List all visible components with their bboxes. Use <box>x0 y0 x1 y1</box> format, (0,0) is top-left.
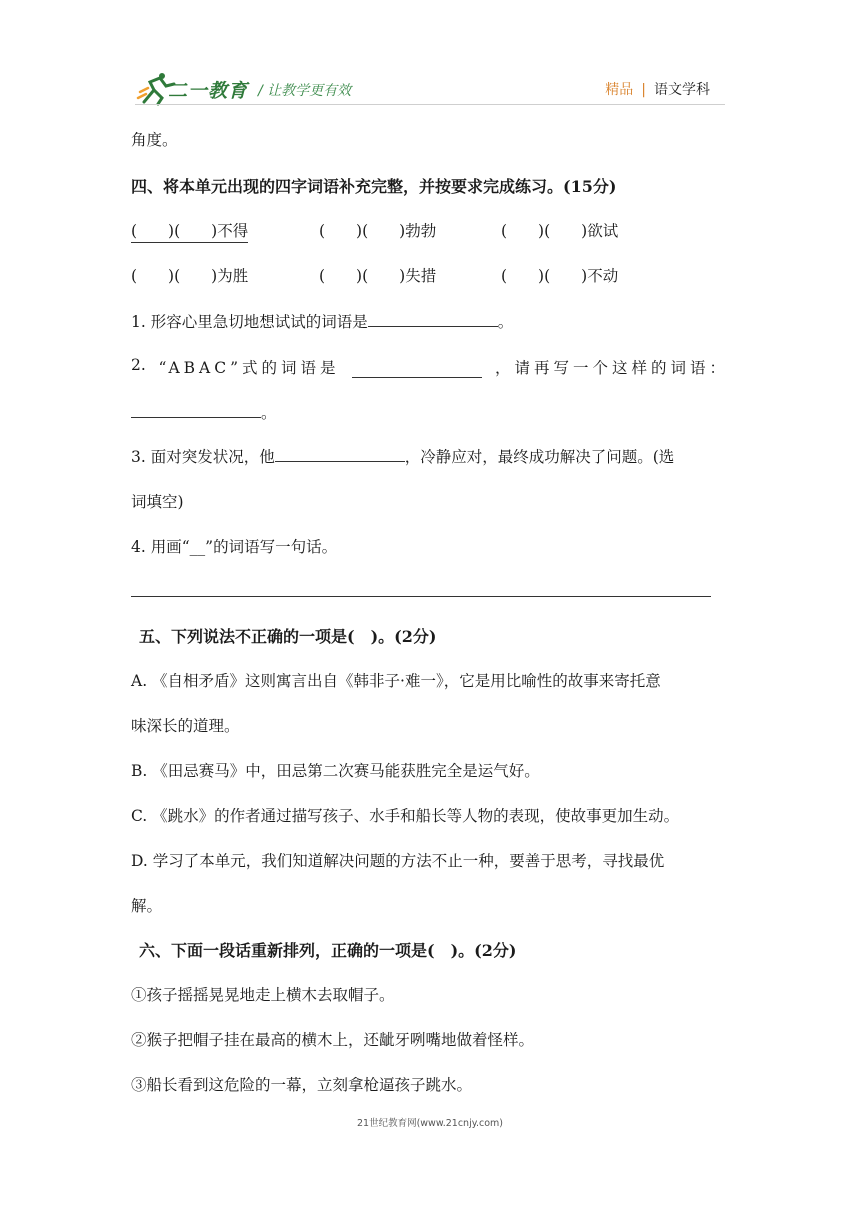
q4-word-5: ( )( )失措 <box>319 267 437 285</box>
answer-line[interactable] <box>131 596 711 597</box>
q4-item-3-cont: 词填空) <box>131 493 184 511</box>
answer-blank[interactable] <box>131 417 261 418</box>
q4-item-3: 3. 面对突发状况，他 ，冷静应对，最终成功解决了问题。(选 <box>131 448 675 466</box>
q5-option-d-cont: 解。 <box>131 897 163 915</box>
page-header <box>0 0 860 120</box>
q4-item-2-cont: 。 <box>131 401 277 423</box>
q6-sentence-3: ③船长看到这危险的一幕，立刻拿枪逼孩子跳水。 <box>131 1076 473 1094</box>
q5-option-b: B. 《田忌赛马》中，田忌第二次赛马能获胜完全是运气好。 <box>131 762 540 780</box>
header-divider <box>135 104 725 105</box>
page-footer: 21世纪教育网(www.21cnjy.com) <box>356 1118 503 1129</box>
q4-word-6: ( )( )不动 <box>501 267 619 285</box>
subject-label: 语文学科 <box>654 82 710 98</box>
q4-word-2: ( )( )勃勃 <box>319 222 437 240</box>
q4-word-3: ( )( )欲试 <box>501 222 619 240</box>
q6-sentence-2: ②猴子把帽子挂在最高的横木上，还龇牙咧嘴地做着怪样。 <box>131 1031 535 1049</box>
q6-title: 六、下面一段话重新排列，正确的一项是( )。(2分) <box>139 941 517 960</box>
answer-blank[interactable] <box>368 326 498 327</box>
q5-title: 五、下列说法不正确的一项是( )。(2分) <box>139 627 437 646</box>
intro-line: 角度。 <box>131 131 178 149</box>
q4-word-4: ( )( )为胜 <box>131 267 249 285</box>
answer-blank[interactable] <box>275 461 405 462</box>
slogan: / 让教学更有效 <box>258 83 352 99</box>
q4-title: 四、将本单元出现的四字词语补充完整，并按要求完成练习。(15分) <box>131 177 617 196</box>
q4-item-2: 2. “ABAC”式的词语是 ，请再写一个这样的词语： <box>131 356 729 377</box>
q4-item-4: 4. 用画“__”的词语写一句话。 <box>131 538 338 556</box>
q4-word-1: ( )( )不得 <box>131 219 248 243</box>
quality-label: 精品 <box>605 82 634 98</box>
brand-separator: | <box>641 82 646 98</box>
q4-item-1: 1. 形容心里急切地想试试的词语是 。 <box>131 313 514 331</box>
q5-option-c: C. 《跳水》的作者通过描写孩子、水手和船长等人物的表现，使故事更加生动。 <box>131 807 680 825</box>
q6-sentence-1: ①孩子摇摇晃晃地走上横木去取帽子。 <box>131 986 395 1004</box>
q5-option-a-cont: 味深长的道理。 <box>131 717 240 735</box>
answer-blank[interactable] <box>352 356 482 378</box>
q5-option-a: A. 《自相矛盾》这则寓言出自《韩非子·难一》，它是用比喻性的故事来寄托意 <box>131 672 661 690</box>
logo-wordmark: 二一教育 <box>168 80 249 102</box>
brand-right <box>605 79 710 99</box>
q5-option-d: D. 学习了本单元，我们知道解决问题的方法不止一种，要善于思考，寻找最优 <box>131 852 665 870</box>
